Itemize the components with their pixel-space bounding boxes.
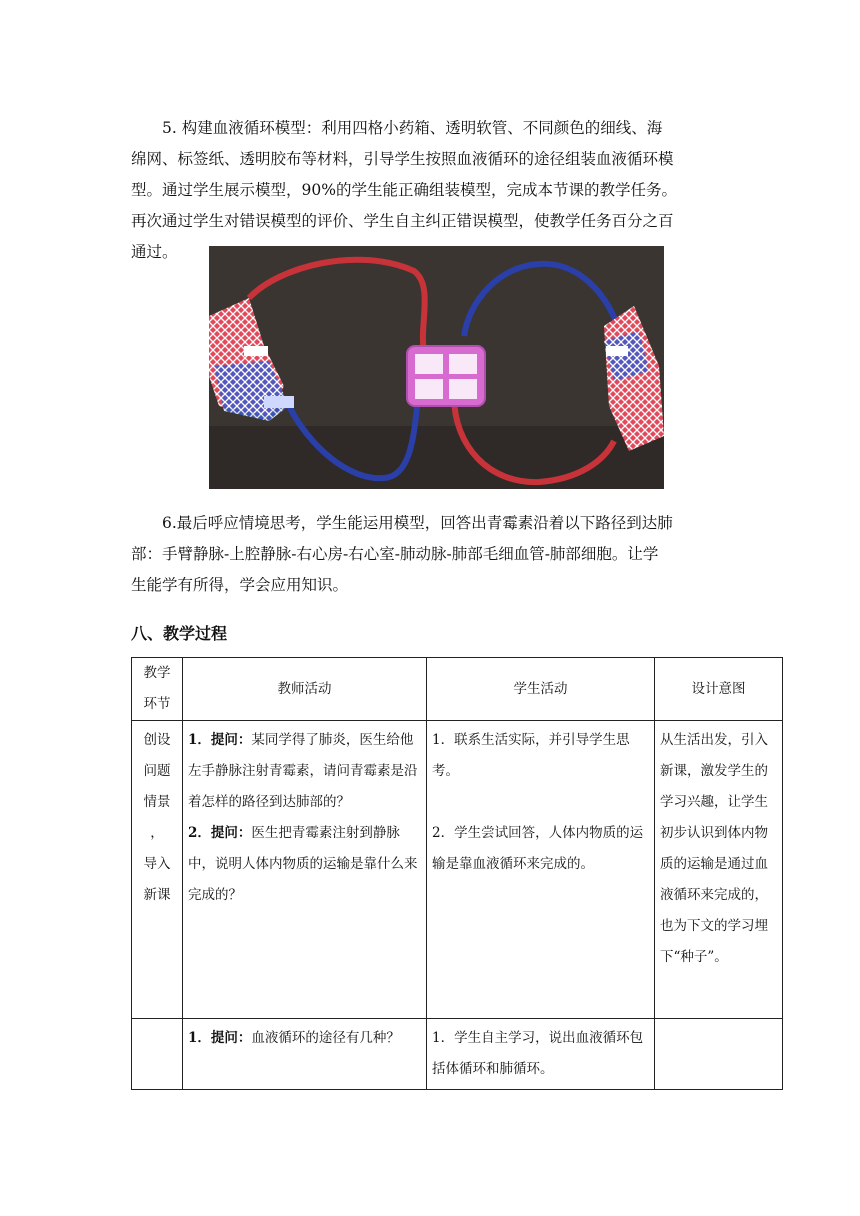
teacher-question bbox=[188, 818, 421, 911]
paragraph-line: 5. 构建血液循环模型：利用四格小药箱、透明软管、不同颜色的细线、海 bbox=[162, 119, 663, 137]
teaching-process-table bbox=[131, 657, 783, 1090]
stage-line: 问题 bbox=[143, 763, 171, 779]
stage-cell bbox=[132, 721, 183, 1019]
paragraph-line: 型。通过学生展示模型，90%的学生能正确组装模型，完成本节课的教学任务。 bbox=[131, 181, 677, 199]
stage-line: ， bbox=[150, 825, 164, 841]
spacer bbox=[432, 787, 649, 818]
table-row bbox=[132, 721, 783, 1019]
header-stage-line: 教学 bbox=[143, 665, 171, 681]
table-header-row bbox=[132, 658, 783, 721]
question-label: 2．提问： bbox=[188, 825, 252, 841]
teacher-question bbox=[188, 725, 421, 818]
circulation-model-illustration bbox=[209, 246, 664, 489]
stage-line: 导入 bbox=[143, 856, 171, 872]
stage-line: 情景 bbox=[143, 794, 171, 810]
paragraph-5 bbox=[131, 113, 731, 268]
teacher-question bbox=[188, 1023, 421, 1054]
stage-line: 新课 bbox=[143, 887, 171, 903]
question-text: 某同学得了肺炎，医生给他左手静脉注射青霉素，请问青霉素是沿着怎样的路径到达肺部的？ bbox=[188, 732, 418, 810]
header-student: 学生活动 bbox=[427, 658, 655, 721]
teacher-cell bbox=[183, 1019, 427, 1090]
stage-cell bbox=[132, 1019, 183, 1090]
intent-cell bbox=[655, 1019, 783, 1090]
header-stage bbox=[132, 658, 183, 721]
section-title: 八、教学过程 bbox=[131, 624, 228, 643]
paragraph-line: 再次通过学生对错误模型的评价、学生自主纠正错误模型，使教学任务百分之百 bbox=[131, 212, 674, 230]
student-activity: 1．联系生活实际，并引导学生思考。 bbox=[432, 732, 630, 779]
paragraph-line: 部：手臂静脉-上腔静脉-右心房-右心室-肺动脉-肺部毛细血管-肺部细胞。让学 bbox=[131, 545, 659, 563]
header-intent: 设计意图 bbox=[655, 658, 783, 721]
header-teacher: 教师活动 bbox=[183, 658, 427, 721]
paragraph-6 bbox=[131, 508, 731, 601]
circulation-model-photo bbox=[209, 246, 664, 489]
stage-line: 创设 bbox=[143, 732, 171, 748]
header-stage-line: 环节 bbox=[143, 696, 171, 712]
teacher-cell bbox=[183, 721, 427, 1019]
paragraph-line: 生能学有所得，学会应用知识。 bbox=[131, 576, 349, 594]
question-text: 血液循环的途径有几种？ bbox=[251, 1030, 400, 1046]
student-cell bbox=[427, 721, 655, 1019]
question-label: 1．提问： bbox=[188, 1030, 252, 1046]
student-activity: 2．学生尝试回答，人体内物质的运输是靠血液循环来完成的。 bbox=[432, 825, 644, 872]
question-text: 医生把青霉素注射到静脉中，说明人体内物质的运输是靠什么来完成的？ bbox=[188, 825, 418, 903]
student-cell bbox=[427, 1019, 655, 1090]
table-row bbox=[132, 1019, 783, 1090]
paragraph-line: 通过。 bbox=[131, 243, 178, 261]
paragraph-line: 绵网、标签纸、透明胶布等材料，引导学生按照血液循环的途径组装血液循环模 bbox=[131, 150, 674, 168]
paragraph-line: 6.最后呼应情境思考，学生能运用模型，回答出青霉素沿着以下路径到达肺 bbox=[162, 514, 673, 532]
intent-cell: 从生活出发，引入新课，激发学生的学习兴趣，让学生初步认识到体内物质的运输是通过血液循环来完成的，也为下文的学习埋下“种子”。 bbox=[655, 721, 783, 1019]
question-label: 1．提问： bbox=[188, 732, 252, 748]
student-activity: 1．学生自主学习，说出血液循环包括体循环和肺循环。 bbox=[432, 1030, 644, 1077]
